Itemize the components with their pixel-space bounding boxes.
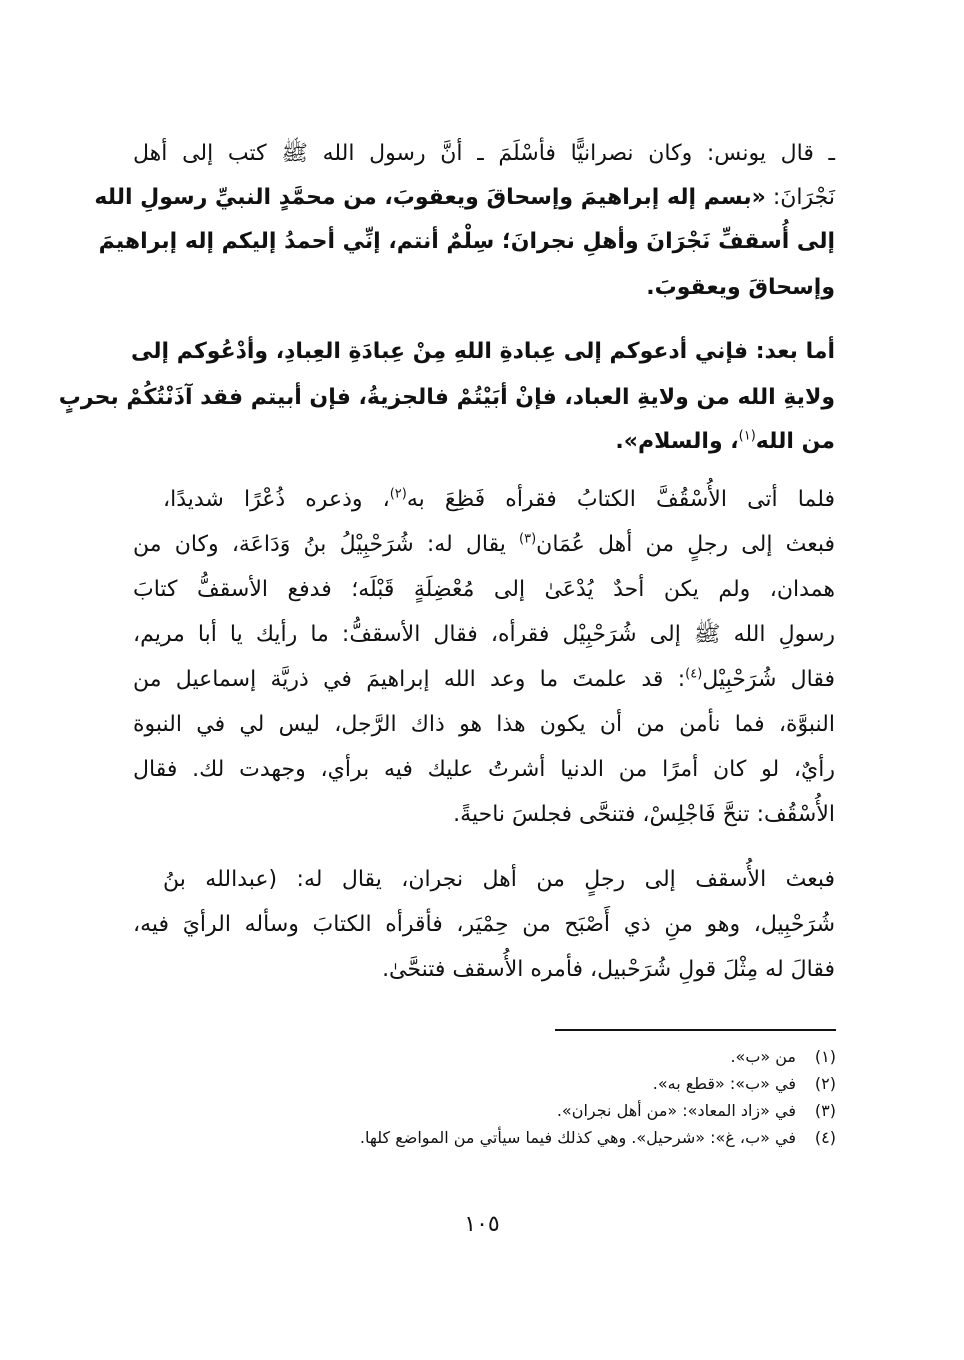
text-segment: يقال له: شُرَحْبِيْلُ بنُ وَدَاعَة، وكان من: [133, 532, 520, 557]
page-number: ١٠٥: [464, 1212, 500, 1237]
text-segment: ـ قال يونس: وكان نصرانيًّا فأسْلَمَ ـ أنَّ رسول الله ﷺ كتب إلى أهل: [133, 141, 835, 166]
footnote-marker: (٤): [685, 666, 703, 682]
text-segment: إلى أُسقفِّ نَجْرَانَ وأهلِ نجرانَ؛ سِلْمٌ أنتم، إنِّي أحمدُ إليكم إله إبراهيمَ: [98, 229, 835, 254]
footnote: [653, 1073, 836, 1095]
text-segment: ، وذعره ذُعْرًا شديدًا،: [163, 487, 390, 512]
footnote-divider: [555, 1029, 836, 1031]
text-line: [133, 705, 835, 745]
text-line: [133, 525, 835, 565]
footnote-text: من «ب».: [730, 1047, 796, 1066]
text-segment: وإسحاقَ ويعقوبَ.: [646, 275, 835, 300]
text-line: [133, 268, 835, 308]
text-line: [133, 422, 835, 462]
footnote-number: (٣): [814, 1101, 836, 1120]
text-segment: النبوَّة، فما نأمن من أن يكون هذا هو ذاك الرَّجل، ليس لي في النبوة: [133, 712, 835, 737]
footnote-text: في «زاد المعاد»: «من أهل نجران».: [556, 1101, 796, 1120]
footnote-marker: (٢): [389, 486, 407, 502]
text-segment: نَجْرَانَ:: [765, 185, 835, 210]
text-line: [163, 480, 835, 520]
text-segment: : قد علمتَ ما وعد الله إبراهيمَ في ذريَّة إسماعيل من: [133, 667, 686, 692]
text-line: [133, 795, 835, 835]
text-line: [133, 134, 835, 174]
text-segment: «بسم إله إبراهيمَ وإسحاقَ ويعقوبَ، من محمَّدٍ النبيِّ رسولِ الله: [94, 185, 766, 210]
text-segment: أما بعد: فإني أدعوكم إلى عِبادةِ اللهِ مِنْ عِبادَةِ العِبادِ، وأدْعُوكم إلى: [131, 339, 835, 364]
text-segment: فقالَ له مِثْلَ قولِ شُرَحْبيل، فأمره الأُسقف فتنحَّىٰ.: [382, 957, 835, 982]
footnote-number: (٤): [814, 1128, 836, 1147]
footnote-number: (٢): [814, 1074, 836, 1093]
text-segment: شُرَحْبِيل، وهو منِ ذي أَصْبَح من حِمْيَر، فأقرأه الكتابَ وسأله الرأيَ فيه،: [133, 912, 835, 937]
text-segment: رسولِ الله ﷺ إلى شُرَحْبِيْل فقرأه، فقال الأسقفُّ: ما رأيك يا أبا مريم،: [133, 622, 835, 647]
text-segment: ، والسلام».: [615, 429, 739, 454]
text-segment: الأُسْقُف: تنحَّ فَاجْلِسْ، فتنحَّى فجلسَ ناحيةً.: [453, 802, 835, 827]
text-line: [133, 905, 835, 945]
footnote-text: في «ب، غ»: «شرحيل». وهي كذلك فيما سيأتي من المواضع كلها.: [359, 1128, 796, 1147]
footnote: [360, 1127, 836, 1149]
text-line: [133, 950, 835, 990]
text-segment: من الله: [755, 429, 835, 454]
text-line: [163, 860, 835, 900]
text-line: [133, 570, 835, 610]
text-line: [133, 660, 835, 700]
footnote-marker: (٣): [519, 531, 537, 547]
text-line: [58, 378, 835, 418]
text-line: [131, 332, 835, 372]
text-segment: فبعث الأُسقف إلى رجلٍ من أهل نجران، يقال له: (عبدالله بنُ: [163, 867, 835, 892]
footnote-marker: (١): [738, 428, 756, 444]
text-line: [133, 750, 835, 790]
footnote-text: في «ب»: «قطع به».: [652, 1074, 796, 1093]
footnote-number: (١): [814, 1047, 836, 1066]
text-line: [133, 615, 835, 655]
text-line: [98, 222, 835, 262]
footnote: [730, 1046, 836, 1068]
text-segment: ولايةِ الله من ولايةِ العباد، فإنْ أبَيْتُمْ فالجزيةُ، فإن أبيتم فقد آذَنْتُكُمْ بحربٍ: [58, 385, 835, 410]
text-segment: فلما أتى الأُسْقُفَّ الكتابُ فقرأه فَظِعَ به: [406, 487, 835, 512]
text-segment: فقال شُرَحْبِيْل: [702, 667, 836, 692]
text-segment: فبعث إلى رجلٍ من أهل عُمَان: [536, 532, 835, 557]
text-line: [94, 178, 835, 218]
text-segment: رأيٌ، لو كان أمرًا من الدنيا أشرتُ عليك فيه برأي، وجهدت لك. فقال: [133, 757, 835, 782]
footnote: [557, 1100, 836, 1122]
text-segment: همدان، ولم يكن أحدٌ يُدْعَىٰ إلى مُعْضِلَةٍ قَبْلَه؛ فدفع الأسقفُّ كتابَ: [133, 577, 835, 602]
